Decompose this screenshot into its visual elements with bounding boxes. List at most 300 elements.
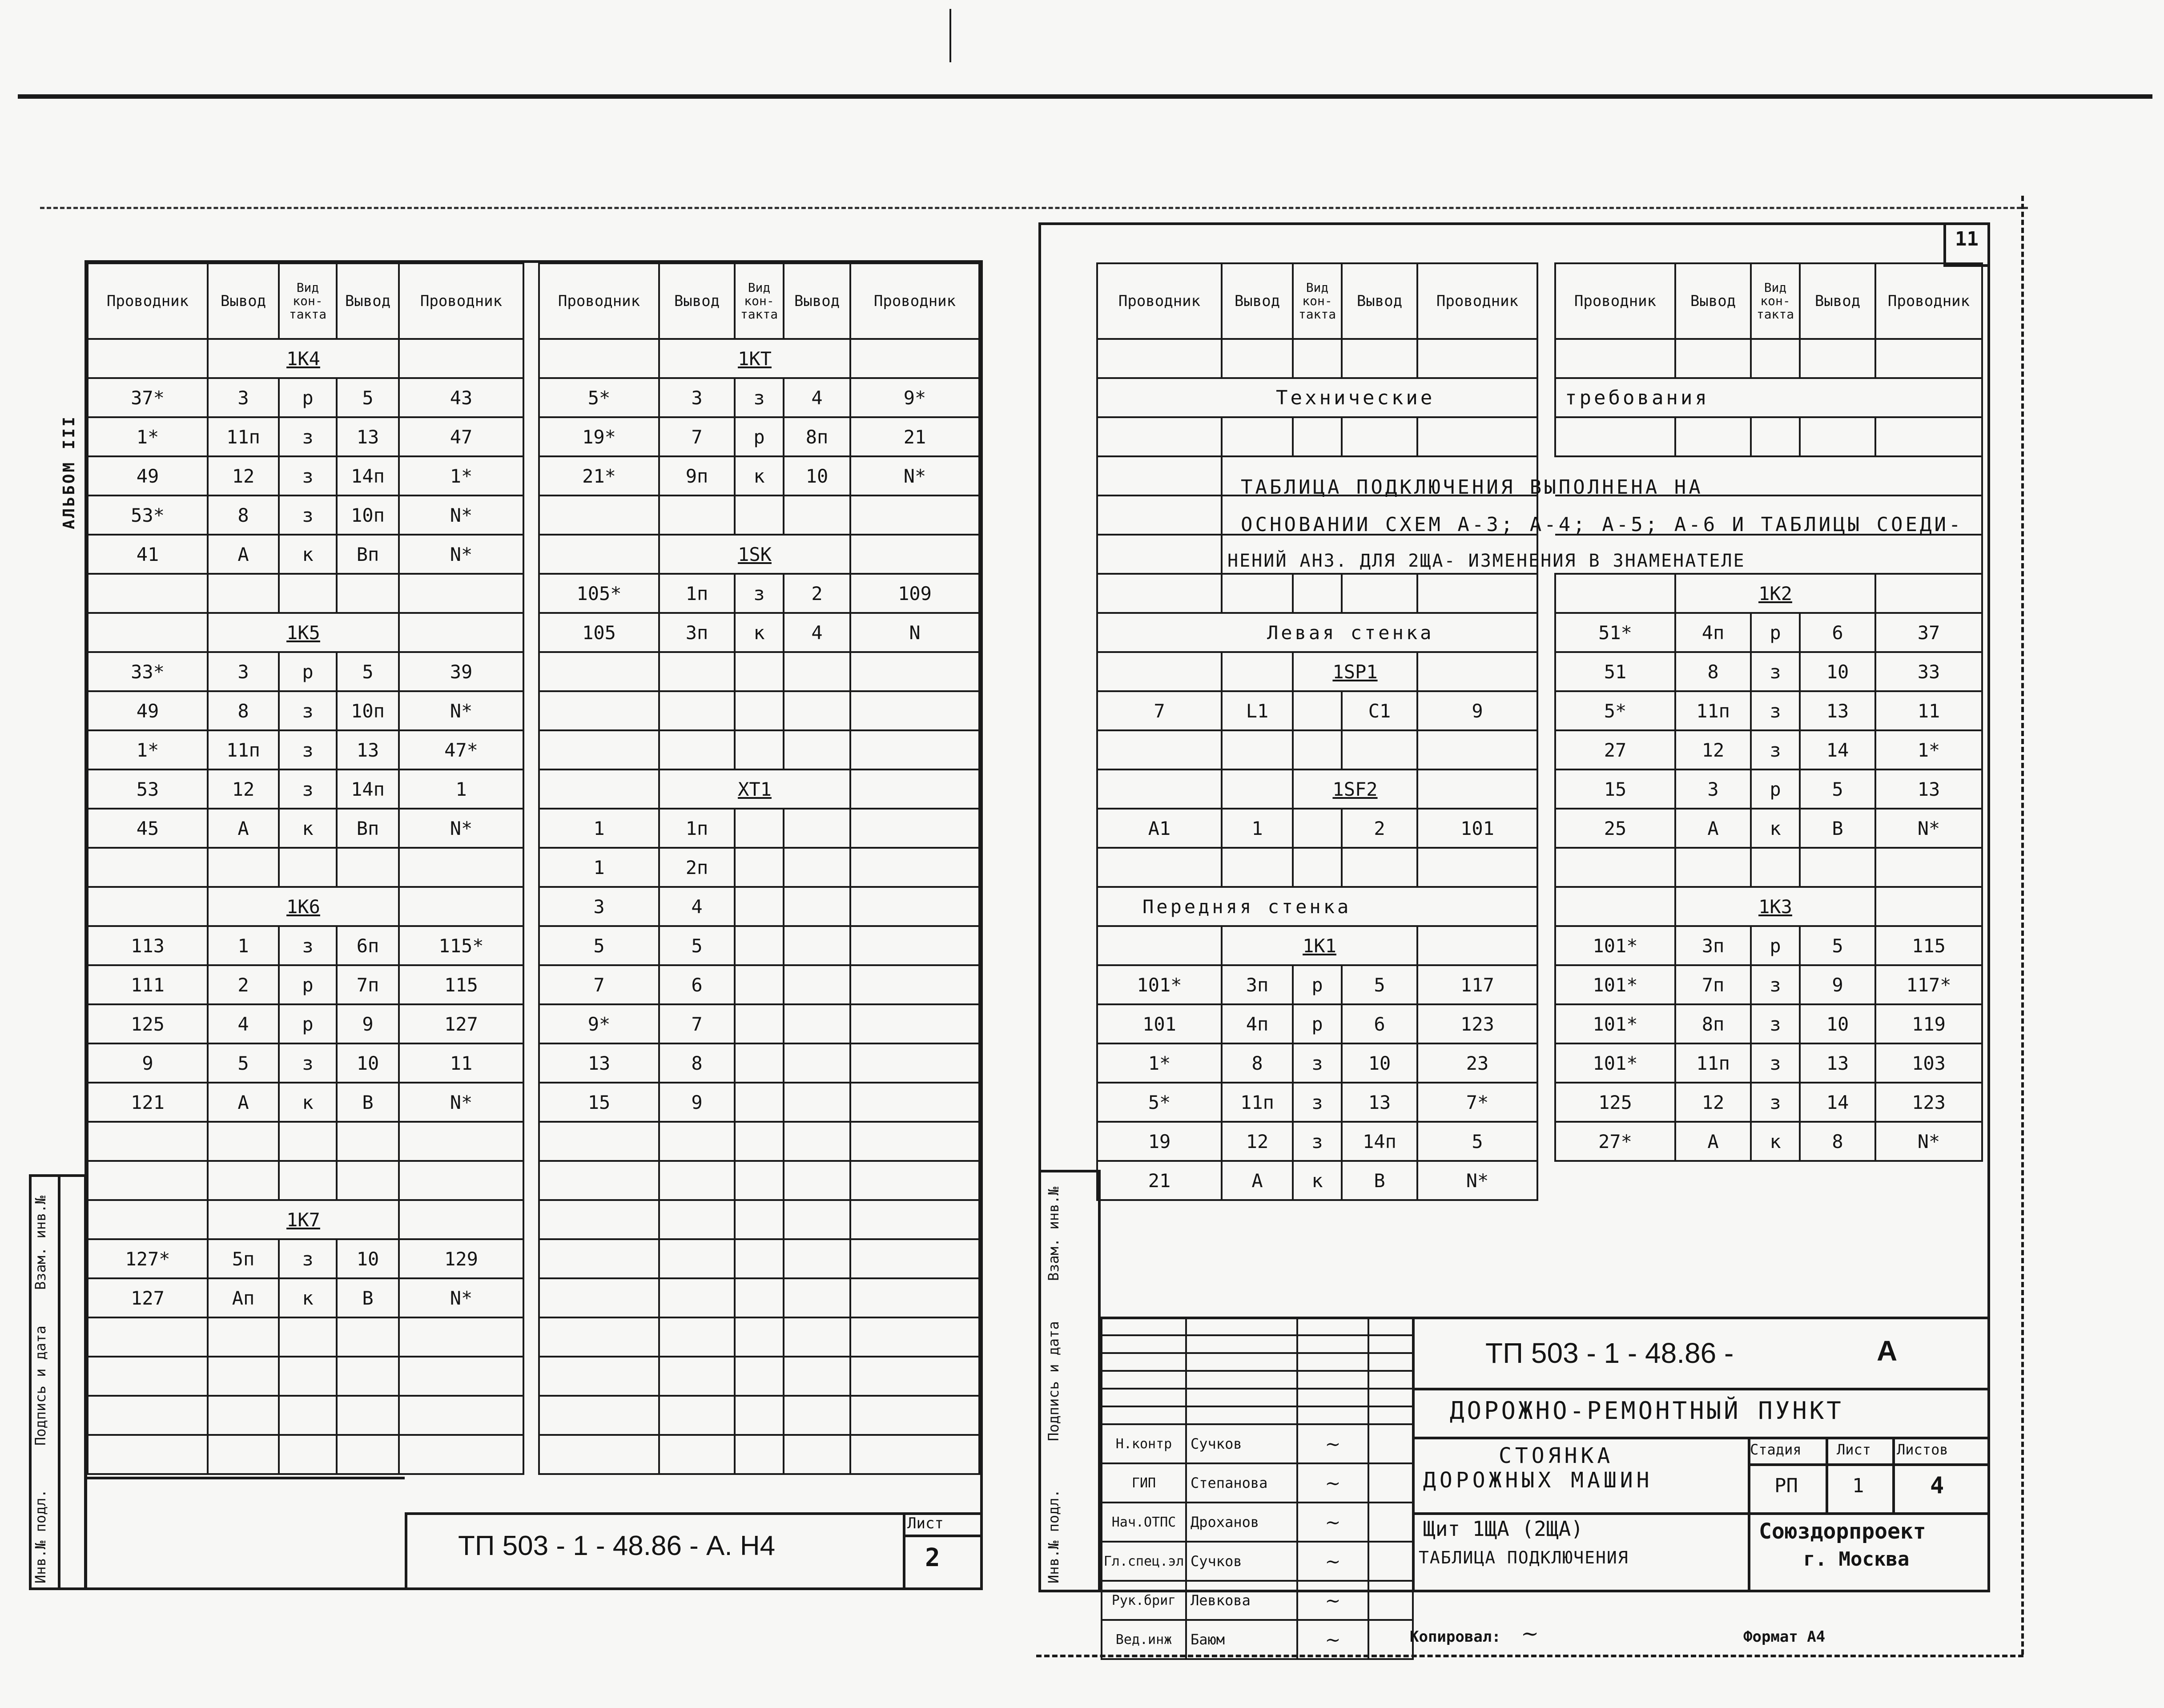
table-row bbox=[539, 1004, 979, 1043]
table-row bbox=[88, 1317, 523, 1357]
table-cell bbox=[735, 848, 784, 887]
table-row bbox=[88, 1239, 523, 1278]
table-cell: 11п bbox=[1675, 1043, 1751, 1083]
table-cell bbox=[539, 1200, 659, 1239]
table-cell bbox=[1297, 1389, 1368, 1406]
table-cell: 13 bbox=[337, 417, 399, 456]
title-object: ДОРОЖНО-РЕМОНТНЫЙ ПУНКТ bbox=[1450, 1397, 1844, 1425]
table-cell bbox=[539, 1278, 659, 1317]
table-cell bbox=[659, 1200, 735, 1239]
table-cell: 1 bbox=[399, 769, 523, 809]
table-cell: N* bbox=[399, 535, 523, 574]
table-cell: С1 bbox=[1342, 691, 1417, 730]
col-output: Вывод bbox=[337, 263, 399, 339]
staff-row bbox=[1102, 1424, 1413, 1463]
table-cell bbox=[659, 1317, 735, 1357]
table-cell bbox=[539, 1161, 659, 1200]
table-cell bbox=[1102, 1389, 1186, 1406]
table-cell: 4 bbox=[659, 887, 735, 926]
side-label-signature-date: Подпись и дата bbox=[1045, 1321, 1062, 1441]
table-cell bbox=[399, 1396, 523, 1435]
table-cell: 7* bbox=[1417, 1083, 1537, 1122]
staff-role: Вед.инж bbox=[1102, 1620, 1186, 1659]
table-cell: 129 bbox=[399, 1239, 523, 1278]
table-cell bbox=[399, 339, 523, 378]
table-row bbox=[88, 1083, 523, 1122]
table-cell bbox=[735, 926, 784, 965]
signature-cell: ~ bbox=[1297, 1503, 1368, 1542]
table-cell: з bbox=[1293, 1043, 1342, 1083]
table-cell: А1 bbox=[1097, 809, 1222, 848]
date-cell bbox=[1368, 1620, 1413, 1659]
table-cell bbox=[659, 1239, 735, 1278]
side-label-replaced-inventory: Взам. инв.№ bbox=[1045, 1187, 1062, 1281]
group-label: 1К4 bbox=[208, 339, 399, 378]
table-cell: В bbox=[337, 1278, 399, 1317]
table-cell: 8 bbox=[659, 1043, 735, 1083]
table-cell bbox=[735, 809, 784, 848]
table-cell: В bbox=[337, 1083, 399, 1122]
date-cell bbox=[1368, 1581, 1413, 1620]
table-row bbox=[88, 1161, 523, 1200]
table-row bbox=[539, 1122, 979, 1161]
table-row bbox=[1555, 769, 1982, 809]
table-cell: 5 bbox=[337, 378, 399, 417]
table-cell bbox=[88, 887, 208, 926]
title-code-suffix: А bbox=[1877, 1335, 1898, 1367]
table-cell: 1* bbox=[1875, 730, 1982, 769]
table-cell: 101* bbox=[1555, 926, 1675, 965]
table-cell: 1 bbox=[1222, 809, 1293, 848]
group-label: 1К5 bbox=[208, 613, 399, 652]
table-cell bbox=[539, 495, 659, 535]
table-cell: з bbox=[1751, 1083, 1800, 1122]
table-cell bbox=[735, 1396, 784, 1435]
table-cell bbox=[850, 1278, 979, 1317]
title-block-divider bbox=[1826, 1437, 1828, 1512]
table-cell: 117 bbox=[1417, 965, 1537, 1004]
table-cell bbox=[784, 1278, 850, 1317]
scan-top-line bbox=[18, 94, 2152, 99]
table-cell bbox=[399, 1200, 523, 1239]
table-row bbox=[539, 1317, 979, 1357]
group-row bbox=[88, 1200, 523, 1239]
table-row bbox=[88, 1396, 523, 1435]
table-cell: 10п bbox=[337, 691, 399, 730]
side-label-inventory: Инв.№ подл. bbox=[32, 1489, 49, 1583]
table-row bbox=[1097, 965, 1537, 1004]
table-cell bbox=[735, 730, 784, 769]
table-cell: 117* bbox=[1875, 965, 1982, 1004]
staff-row-empty bbox=[1102, 1406, 1413, 1424]
table-cell bbox=[784, 1122, 850, 1161]
table-cell: 49 bbox=[88, 691, 208, 730]
table-row bbox=[539, 887, 979, 926]
table-cell: к bbox=[279, 535, 337, 574]
table-cell bbox=[784, 730, 850, 769]
table-cell: 4 bbox=[784, 613, 850, 652]
table-cell: к bbox=[1751, 809, 1800, 848]
table-row bbox=[88, 769, 523, 809]
table-row bbox=[88, 1435, 523, 1474]
table-cell bbox=[784, 1043, 850, 1083]
table-cell bbox=[337, 1122, 399, 1161]
table-cell: 6 bbox=[1800, 613, 1875, 652]
table-cell: 37 bbox=[1875, 613, 1982, 652]
table-cell bbox=[279, 1317, 337, 1357]
table-cell: 1 bbox=[539, 809, 659, 848]
table-cell: N* bbox=[850, 456, 979, 495]
col-contact-type: Вид кон- такта bbox=[1293, 263, 1342, 339]
table-cell: 10 bbox=[784, 456, 850, 495]
table-cell: N* bbox=[399, 495, 523, 535]
table-cell bbox=[208, 1396, 279, 1435]
table-cell: к bbox=[1293, 1161, 1342, 1200]
table-cell: 12 bbox=[208, 456, 279, 495]
table-cell bbox=[539, 652, 659, 691]
table-cell bbox=[735, 1239, 784, 1278]
table-cell: 8 bbox=[208, 691, 279, 730]
col-conductor: Проводник bbox=[1417, 263, 1537, 339]
table-row bbox=[539, 809, 979, 848]
table-cell: 15 bbox=[539, 1083, 659, 1122]
table-cell: В bbox=[1800, 809, 1875, 848]
table-cell bbox=[539, 1317, 659, 1357]
table-cell bbox=[1368, 1389, 1413, 1406]
table-cell: 5 bbox=[1417, 1122, 1537, 1161]
staff-name: Сучков bbox=[1186, 1542, 1297, 1581]
table-cell: 14п bbox=[337, 769, 399, 809]
table-cell bbox=[735, 495, 784, 535]
table-cell bbox=[735, 1435, 784, 1474]
table-cell: з bbox=[279, 495, 337, 535]
table-cell bbox=[659, 1161, 735, 1200]
table-cell: 5* bbox=[539, 378, 659, 417]
group-label: ХТ1 bbox=[659, 769, 850, 809]
table-cell bbox=[208, 1357, 279, 1396]
table-cell bbox=[850, 965, 979, 1004]
table-cell: 2 bbox=[784, 574, 850, 613]
group-row bbox=[88, 613, 523, 652]
table-cell: 14 bbox=[1800, 730, 1875, 769]
table-cell bbox=[1297, 1317, 1368, 1335]
table-cell: 1п bbox=[659, 574, 735, 613]
staff-row-empty bbox=[1102, 1353, 1413, 1371]
scan-fold-mark bbox=[949, 9, 951, 62]
table-cell bbox=[88, 339, 208, 378]
table-row bbox=[1097, 809, 1537, 848]
group-row bbox=[88, 339, 523, 378]
table-cell: N* bbox=[399, 1278, 523, 1317]
table-cell bbox=[735, 1122, 784, 1161]
table-cell bbox=[784, 1200, 850, 1239]
signature-cell: ~ bbox=[1297, 1463, 1368, 1503]
table-cell bbox=[1297, 1353, 1368, 1371]
table-cell: 105* bbox=[539, 574, 659, 613]
table-cell: 119 bbox=[1875, 1004, 1982, 1043]
group-1k2: 1К2 bbox=[1675, 574, 1875, 613]
table-cell: з bbox=[279, 730, 337, 769]
table-cell: 5* bbox=[1097, 1083, 1222, 1122]
staff-role: Рук.бриг bbox=[1102, 1581, 1186, 1620]
table-cell bbox=[1102, 1317, 1186, 1335]
title-drawing-2: ТАБЛИЦА ПОДКЛЮЧЕНИЯ bbox=[1419, 1548, 1629, 1567]
table-row bbox=[539, 613, 979, 652]
table-row bbox=[1097, 1083, 1537, 1122]
table-cell: р bbox=[735, 417, 784, 456]
table-cell bbox=[1368, 1406, 1413, 1424]
table-cell: N* bbox=[399, 691, 523, 730]
table-cell: з bbox=[279, 417, 337, 456]
table-row bbox=[88, 965, 523, 1004]
staff-row bbox=[1102, 1542, 1413, 1581]
table-cell: з bbox=[1751, 691, 1800, 730]
side-label-signature-date: Подпись и дата bbox=[32, 1325, 49, 1446]
table-cell bbox=[735, 1357, 784, 1396]
table-cell bbox=[850, 809, 979, 848]
left-wall-label: Левая стенка bbox=[1267, 621, 1434, 644]
group-row bbox=[539, 339, 979, 378]
table-cell: 101* bbox=[1555, 1004, 1675, 1043]
table-cell bbox=[1102, 1406, 1186, 1424]
copied-label: Копировал: bbox=[1410, 1628, 1501, 1646]
table-cell bbox=[88, 1435, 208, 1474]
table-cell: 4п bbox=[1675, 613, 1751, 652]
left-stamp-sheet-label: Лист bbox=[907, 1515, 944, 1532]
table-cell bbox=[88, 1317, 208, 1357]
table-cell: 49 bbox=[88, 456, 208, 495]
table-row bbox=[88, 1004, 523, 1043]
staff-row-empty bbox=[1102, 1317, 1413, 1335]
table-cell: 10 bbox=[1342, 1043, 1417, 1083]
table-row bbox=[88, 848, 523, 887]
scan-dashed-line bbox=[40, 207, 2028, 209]
table-cell: 125 bbox=[88, 1004, 208, 1043]
table-cell: 6 bbox=[1342, 1004, 1417, 1043]
table-cell bbox=[1293, 691, 1342, 730]
table-cell: к bbox=[279, 1083, 337, 1122]
table-cell: 5 bbox=[1800, 769, 1875, 809]
table-cell bbox=[784, 1435, 850, 1474]
table-cell bbox=[1102, 1335, 1186, 1353]
table-cell bbox=[1102, 1371, 1186, 1389]
table-cell bbox=[784, 887, 850, 926]
table-cell bbox=[539, 1239, 659, 1278]
table-row bbox=[1555, 1122, 1982, 1161]
group-label: 1КТ bbox=[659, 339, 850, 378]
table-row bbox=[88, 1122, 523, 1161]
table-row bbox=[539, 691, 979, 730]
table-row bbox=[1097, 1043, 1537, 1083]
table-cell bbox=[1368, 1317, 1413, 1335]
table-cell: 5п bbox=[208, 1239, 279, 1278]
table-cell bbox=[337, 1161, 399, 1200]
table-cell: 5 bbox=[659, 926, 735, 965]
table-row bbox=[1555, 1083, 1982, 1122]
table-cell: 7 bbox=[659, 417, 735, 456]
table-cell: 33 bbox=[1875, 652, 1982, 691]
table-cell bbox=[539, 1122, 659, 1161]
table-cell bbox=[735, 1043, 784, 1083]
table-cell bbox=[1293, 809, 1342, 848]
table-cell: 13 bbox=[1875, 769, 1982, 809]
table-row bbox=[1555, 926, 1982, 965]
table-cell bbox=[1368, 1335, 1413, 1353]
table-cell: А bbox=[208, 1083, 279, 1122]
table-cell bbox=[850, 730, 979, 769]
table-cell: 51 bbox=[1555, 652, 1675, 691]
table-cell: 7 bbox=[539, 965, 659, 1004]
requirements-line-1: ТАБЛИЦА ПОДКЛЮЧЕНИЯ ВЫПОЛНЕНА НА bbox=[1241, 476, 1703, 499]
table-cell: 39 bbox=[399, 652, 523, 691]
table-cell bbox=[659, 495, 735, 535]
staff-role: Нач.ОТПС bbox=[1102, 1503, 1186, 1542]
table-row bbox=[88, 691, 523, 730]
staff-row bbox=[1102, 1620, 1413, 1659]
table-cell bbox=[659, 1122, 735, 1161]
table-cell: 23 bbox=[1417, 1043, 1537, 1083]
table-cell bbox=[735, 965, 784, 1004]
group-label: 1К7 bbox=[208, 1200, 399, 1239]
table-cell: 5 bbox=[337, 652, 399, 691]
staff-role: ГИП bbox=[1102, 1463, 1186, 1503]
table-cell: 5 bbox=[539, 926, 659, 965]
table-cell: 7 bbox=[659, 1004, 735, 1043]
page-number: 11 bbox=[1955, 228, 1979, 250]
table-cell bbox=[337, 1357, 399, 1396]
table-cell: 125 bbox=[1555, 1083, 1675, 1122]
table-row bbox=[1555, 1043, 1982, 1083]
table-cell: 14п bbox=[337, 456, 399, 495]
front-wall-label: Передняя стенка bbox=[1142, 895, 1351, 918]
title-block-divider bbox=[1748, 1463, 1990, 1466]
staff-name: Степанова bbox=[1186, 1463, 1297, 1503]
staff-row-empty bbox=[1102, 1389, 1413, 1406]
table-cell: 123 bbox=[1417, 1004, 1537, 1043]
table-cell: з bbox=[1751, 965, 1800, 1004]
table-cell: 11п bbox=[1222, 1083, 1293, 1122]
table-cell bbox=[659, 1357, 735, 1396]
table-cell bbox=[659, 691, 735, 730]
table-row bbox=[88, 730, 523, 769]
table-cell bbox=[208, 848, 279, 887]
table-cell bbox=[399, 574, 523, 613]
group-1sf2: 1SF2 bbox=[1293, 769, 1417, 809]
table-cell: р bbox=[279, 378, 337, 417]
table-cell: р bbox=[279, 965, 337, 1004]
table-cell bbox=[208, 1161, 279, 1200]
table-cell: 13 bbox=[1800, 1043, 1875, 1083]
table-cell: 51* bbox=[1555, 613, 1675, 652]
table-cell bbox=[539, 535, 659, 574]
table-cell: 10 bbox=[1800, 652, 1875, 691]
table-cell bbox=[850, 887, 979, 926]
table-row bbox=[1555, 730, 1982, 769]
col-output: Вывод bbox=[1675, 263, 1751, 339]
title-stage: РП bbox=[1774, 1474, 1798, 1497]
col-output: Вывод bbox=[659, 263, 735, 339]
table-cell: з bbox=[1751, 652, 1800, 691]
table-cell bbox=[784, 1004, 850, 1043]
title-stage-label: Стадия bbox=[1750, 1441, 1802, 1458]
table-cell: 1* bbox=[1097, 1043, 1222, 1083]
group-label: 1К6 bbox=[208, 887, 399, 926]
col-output: Вывод bbox=[1342, 263, 1417, 339]
col-output: Вывод bbox=[208, 263, 279, 339]
table-row bbox=[539, 1239, 979, 1278]
table-row bbox=[1555, 809, 1982, 848]
table-cell: 3 bbox=[1675, 769, 1751, 809]
table-cell: 10 bbox=[1800, 1004, 1875, 1043]
table-cell: 6п bbox=[337, 926, 399, 965]
table-row bbox=[539, 1161, 979, 1200]
table-cell bbox=[539, 691, 659, 730]
table-cell: 47 bbox=[399, 417, 523, 456]
table-cell: з bbox=[1293, 1122, 1342, 1161]
table-cell: 21 bbox=[850, 417, 979, 456]
table-cell: 53* bbox=[88, 495, 208, 535]
table-cell bbox=[784, 495, 850, 535]
table-cell bbox=[539, 769, 659, 809]
group-1k3: 1К3 bbox=[1675, 887, 1875, 926]
table-cell: з bbox=[1751, 1043, 1800, 1083]
col-conductor: Проводник bbox=[1097, 263, 1222, 339]
table-cell bbox=[735, 1278, 784, 1317]
table-cell bbox=[784, 1396, 850, 1435]
table-cell: L1 bbox=[1222, 691, 1293, 730]
table-row bbox=[88, 574, 523, 613]
table-cell bbox=[88, 1122, 208, 1161]
title-drawing-1: Щит 1ЩА (2ЩА) bbox=[1423, 1517, 1584, 1541]
table-cell bbox=[735, 1200, 784, 1239]
table-cell: 14 bbox=[1800, 1083, 1875, 1122]
table-cell bbox=[399, 887, 523, 926]
requirements-line-3: НЕНИЙ АН3. ДЛЯ 2ЩА- ИЗМЕНЕНИЯ В ЗНАМЕНАТЕЛЕ bbox=[1227, 551, 1746, 571]
table-cell bbox=[88, 848, 208, 887]
staff-role: Гл.спец.эл bbox=[1102, 1542, 1186, 1581]
table-cell bbox=[784, 926, 850, 965]
group-row bbox=[539, 535, 979, 574]
table-cell bbox=[784, 1239, 850, 1278]
staff-name: Баюм bbox=[1186, 1620, 1297, 1659]
table-cell: 10 bbox=[337, 1043, 399, 1083]
table-cell bbox=[850, 1357, 979, 1396]
group-1k1: 1К1 bbox=[1222, 926, 1417, 965]
table-cell: 3 bbox=[208, 378, 279, 417]
table-cell bbox=[735, 887, 784, 926]
table-row bbox=[88, 378, 523, 417]
table-cell bbox=[850, 535, 979, 574]
table-cell bbox=[850, 926, 979, 965]
table-cell: 5 bbox=[1800, 926, 1875, 965]
table-cell bbox=[735, 1004, 784, 1043]
table-row bbox=[539, 1200, 979, 1239]
table-row bbox=[539, 848, 979, 887]
table-cell: 109 bbox=[850, 574, 979, 613]
title-sheets: 4 bbox=[1930, 1472, 1944, 1499]
table-cell: 1* bbox=[88, 417, 208, 456]
table-cell: 10 bbox=[337, 1239, 399, 1278]
table-cell bbox=[399, 1317, 523, 1357]
table-cell bbox=[850, 1435, 979, 1474]
table-cell: 6 bbox=[659, 965, 735, 1004]
table-row bbox=[539, 417, 979, 456]
table-cell bbox=[850, 495, 979, 535]
table-cell bbox=[539, 1396, 659, 1435]
title-block-divider bbox=[1412, 1388, 1990, 1390]
table-cell bbox=[539, 1435, 659, 1474]
left-stamp-code: ТП 503 - 1 - 48.86 - А. Н4 bbox=[458, 1531, 776, 1561]
